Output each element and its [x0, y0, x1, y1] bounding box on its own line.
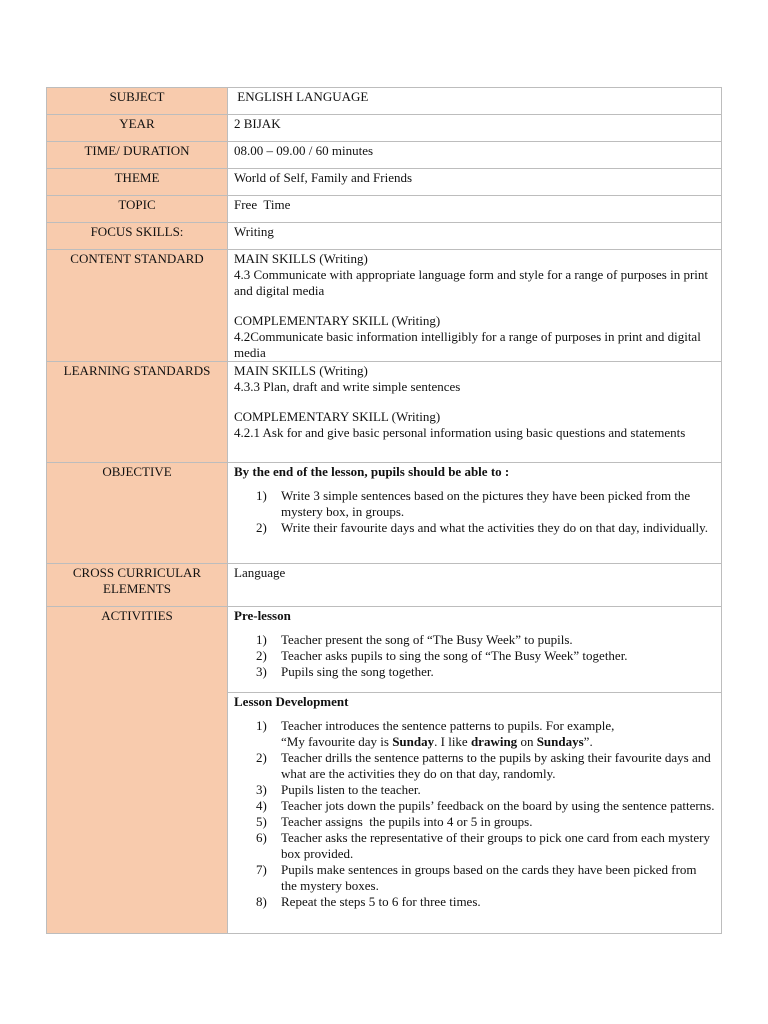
item-text: Teacher asks the representative of their groups to pick one card from each mystery box provided.	[281, 830, 710, 861]
row-topic	[47, 196, 722, 223]
example-bold: Sundays	[536, 734, 584, 749]
list-item	[234, 862, 715, 894]
item-number: 7)	[256, 862, 267, 877]
item-text: Teacher asks pupils to sing the song of “The Busy Week” together.	[281, 648, 628, 663]
item-number: 2)	[256, 520, 267, 535]
value-time-duration: 08.00 – 09.00 / 60 minutes	[228, 142, 722, 169]
lesson-development-list	[234, 718, 715, 910]
label-time-duration: TIME/ DURATION	[47, 142, 228, 169]
item-text: Pupils sing the song together.	[281, 664, 434, 679]
content-comp-heading: COMPLEMENTARY SKILL (Writing)	[234, 313, 441, 328]
row-time-duration	[47, 142, 722, 169]
label-theme: THEME	[47, 169, 228, 196]
example-bold: Sunday	[392, 734, 435, 749]
row-focus-skills	[47, 223, 722, 250]
content-main-text: 4.3 Communicate with appropriate language form and style for a range of purposes in print and digital media	[234, 267, 709, 298]
item-number: 6)	[256, 830, 267, 845]
list-item	[234, 664, 715, 680]
row-content-standard	[47, 250, 722, 362]
list-item	[234, 648, 715, 664]
objective-title: By the end of the lesson, pupils should be able to :	[234, 464, 510, 479]
list-item	[234, 814, 715, 830]
item-text: Write their favourite days and what the activities they do on that day, individually.	[281, 520, 709, 535]
list-item	[234, 520, 715, 536]
example-bold: drawing	[470, 734, 518, 749]
content-main-heading: MAIN SKILLS (Writing)	[234, 251, 368, 266]
objective-list	[234, 488, 715, 536]
item-number: 8)	[256, 894, 267, 909]
item-number: 5)	[256, 814, 267, 829]
value-subject: ENGLISH LANGUAGE	[228, 88, 722, 115]
item-text: Write 3 simple sentences based on the pictures they have been picked from the mystery box, in groups.	[281, 488, 691, 519]
list-item	[234, 894, 715, 910]
label-focus-skills: FOCUS SKILLS:	[47, 223, 228, 250]
label-objective: OBJECTIVE	[47, 463, 228, 564]
row-subject	[47, 88, 722, 115]
value-lesson-development	[228, 693, 722, 934]
item-number: 4)	[256, 798, 267, 813]
list-item	[234, 798, 715, 814]
learning-comp-heading: COMPLEMENTARY SKILL (Writing)	[234, 409, 441, 424]
label-year: YEAR	[47, 115, 228, 142]
list-item	[234, 830, 715, 862]
content-comp-text: 4.2Communicate basic information intelligibly for a range of purposes in print and digital media	[234, 329, 701, 360]
example-part: on	[517, 734, 537, 749]
item-number: 1)	[256, 488, 267, 503]
item-number: 2)	[256, 648, 267, 663]
item-text: Teacher present the song of “The Busy Week” to pupils.	[281, 632, 573, 647]
value-theme: World of Self, Family and Friends	[228, 169, 722, 196]
pre-lesson-list	[234, 632, 715, 680]
lesson-plan-table	[46, 87, 722, 934]
item-text: Teacher drills the sentence patterns to the pupils by asking their favourite days and what are the activities they do on that day, randomly.	[281, 750, 711, 781]
value-cross-curricular: Language	[228, 564, 722, 607]
item-text: Teacher assigns the pupils into 4 or 5 in groups.	[281, 814, 533, 829]
list-item	[234, 750, 715, 782]
item-number: 3)	[256, 782, 267, 797]
learning-comp-text: 4.2.1 Ask for and give basic personal information using basic questions and statements	[234, 425, 686, 440]
item-text: Pupils listen to the teacher.	[281, 782, 421, 797]
label-topic: TOPIC	[47, 196, 228, 223]
label-learning-standards: LEARNING STANDARDS	[47, 362, 228, 463]
value-objective	[228, 463, 722, 564]
row-objective	[47, 463, 722, 564]
item-text: Teacher introduces the sentence patterns to pupils. For example,	[281, 718, 615, 733]
list-item	[234, 488, 715, 520]
example-part: ”.	[583, 734, 593, 749]
value-learning-standards	[228, 362, 722, 463]
pre-lesson-title: Pre-lesson	[234, 608, 291, 623]
learning-main-text: 4.3.3 Plan, draft and write simple sentences	[234, 379, 461, 394]
item-text: Repeat the steps 5 to 6 for three times.	[281, 894, 481, 909]
list-item	[234, 632, 715, 648]
item-number: 3)	[256, 664, 267, 679]
row-learning-standards	[47, 362, 722, 463]
row-cross-curricular	[47, 564, 722, 607]
item-number: 1)	[256, 632, 267, 647]
value-topic: Free Time	[228, 196, 722, 223]
learning-main-heading: MAIN SKILLS (Writing)	[234, 363, 368, 378]
item-text: Teacher jots down the pupils’ feedback on the board by using the sentence patterns.	[281, 798, 715, 813]
example-part: “My favourite day is	[281, 734, 393, 749]
value-content-standard	[228, 250, 722, 362]
item-number: 1)	[256, 718, 267, 733]
value-pre-lesson	[228, 607, 722, 693]
item-text: Pupils make sentences in groups based on the cards they have been picked from the mystery boxes.	[281, 862, 697, 893]
row-year	[47, 115, 722, 142]
label-cross-curricular: CROSS CURRICULAR ELEMENTS	[47, 564, 228, 607]
item-number: 2)	[256, 750, 267, 765]
example-part: . I like	[434, 734, 471, 749]
lesson-development-title: Lesson Development	[234, 694, 349, 709]
value-focus-skills: Writing	[228, 223, 722, 250]
row-theme	[47, 169, 722, 196]
list-item	[234, 718, 715, 750]
list-item	[234, 782, 715, 798]
label-activities: ACTIVITIES	[47, 607, 228, 934]
label-subject: SUBJECT	[47, 88, 228, 115]
label-content-standard: CONTENT STANDARD	[47, 250, 228, 362]
row-activities-pre	[47, 607, 722, 693]
value-year: 2 BIJAK	[228, 115, 722, 142]
